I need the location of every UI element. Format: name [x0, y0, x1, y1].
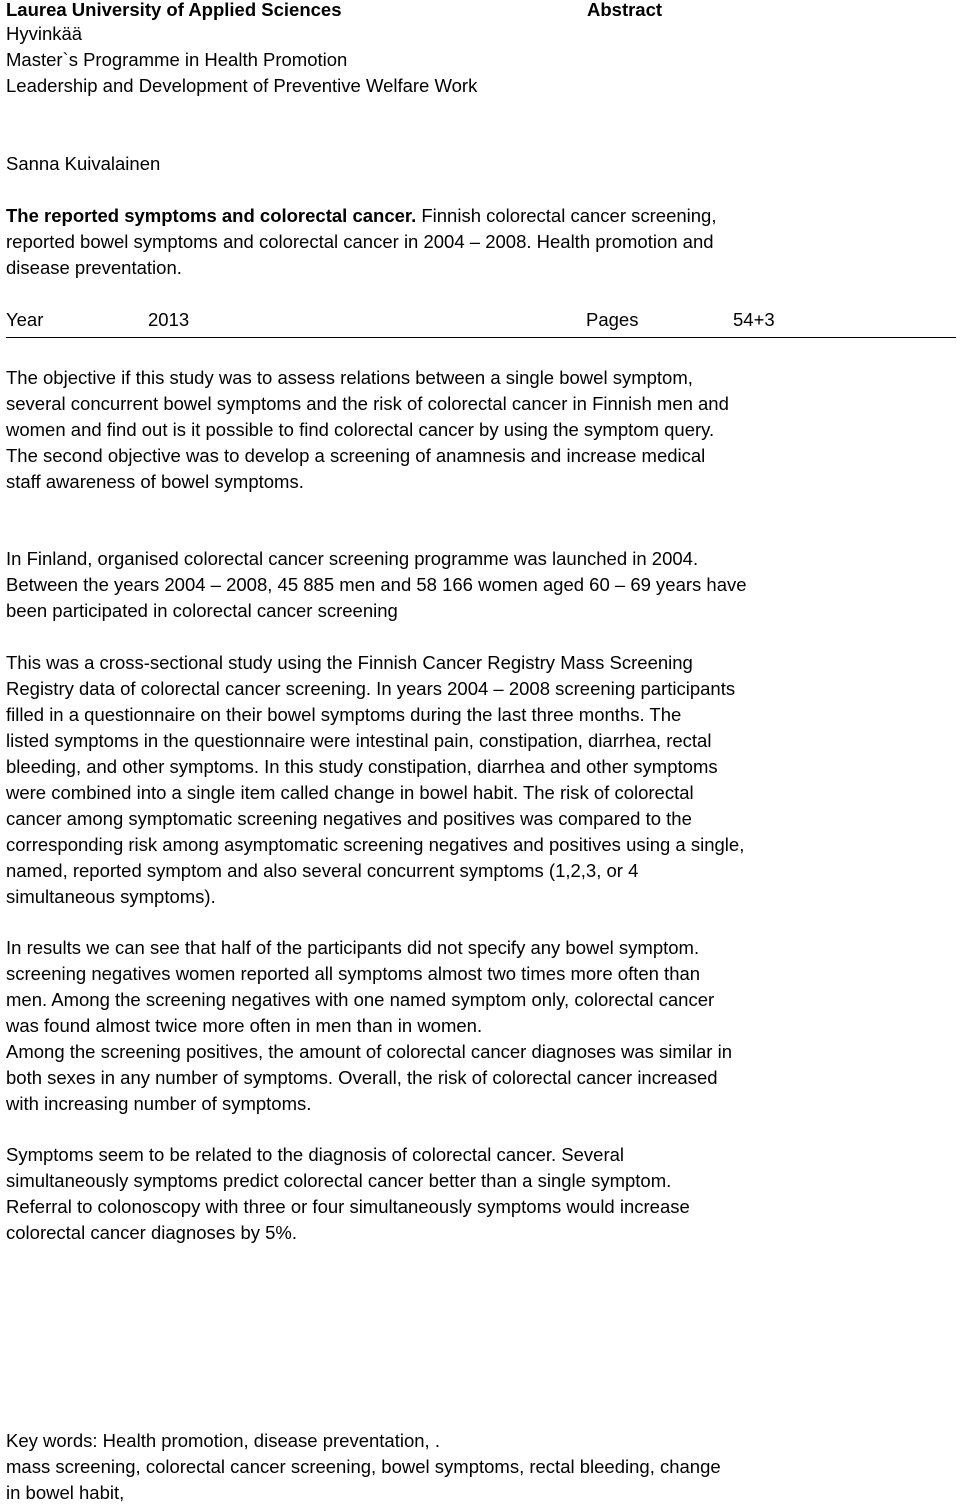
paragraph-line: The objective if this study was to assess relations between a single bowel symptom, [6, 367, 693, 388]
paragraph-line: Referral to colonoscopy with three or four simultaneously symptoms would increase [6, 1196, 690, 1217]
thesis-title [6, 203, 716, 281]
paragraph-line: In results we can see that half of the participants did not specify any bowel symptom. [6, 937, 700, 958]
paragraph-line: was found almost twice more often in men than in women. [6, 1015, 483, 1036]
paragraph-results [6, 935, 956, 1117]
meta-row [6, 307, 956, 338]
pages-label: Pages [586, 309, 639, 330]
paragraph-line: simultaneously symptoms predict colorectal cancer better than a single symptom. [6, 1170, 672, 1191]
paragraph-conclusion [6, 1142, 956, 1246]
paragraph-line: Among the screening positives, the amount of colorectal cancer diagnoses was similar in [6, 1041, 732, 1062]
paragraph-line: This was a cross-sectional study using the Finnish Cancer Registry Mass Screening [6, 652, 693, 673]
paragraph-line: several concurrent bowel symptoms and the risk of colorectal cancer in Finnish men and [6, 393, 729, 414]
title-line-1 [6, 203, 716, 229]
paragraph-background [6, 546, 956, 624]
paragraph-line: The second objective was to develop a screening of anamnesis and increase medical [6, 445, 706, 466]
paragraph-line: filled in a questionnaire on their bowel symptoms during the last three months. The [6, 704, 682, 725]
author-name: Sanna Kuivalainen [6, 153, 161, 174]
paragraph-line: colorectal cancer diagnoses by 5%. [6, 1222, 298, 1243]
keywords-line: Key words: Health promotion, disease preventation, . [6, 1430, 440, 1451]
paragraph-line: Between the years 2004 – 2008, 45 885 men and 58 166 women aged 60 – 69 years have [6, 574, 747, 595]
paragraph-line: Symptoms seem to be related to the diagnosis of colorectal cancer. Several [6, 1144, 625, 1165]
year-value: 2013 [148, 309, 190, 330]
paragraph-line: bleeding, and other symptoms. In this study constipation, diarrhea and other symptoms [6, 756, 718, 777]
specialisation: Leadership and Development of Preventive Welfare Work [6, 75, 478, 96]
keywords [6, 1428, 956, 1506]
paragraph-line: named, reported symptom and also several concurrent symptoms (1,2,3, or 4 [6, 860, 639, 881]
paragraph-line: with increasing number of symptoms. [6, 1093, 312, 1114]
programme: Master`s Programme in Health Promotion [6, 49, 348, 70]
paragraph-line: simultaneous symptoms). [6, 886, 216, 907]
paragraph-line: both sexes in any number of symptoms. Overall, the risk of colorectal cancer increased [6, 1067, 718, 1088]
title-rest: Finnish colorectal cancer screening, [416, 205, 717, 226]
paragraph-line: listed symptoms in the questionnaire were intestinal pain, constipation, diarrhea, rectal [6, 730, 712, 751]
paragraph-line: corresponding risk among asymptomatic screening negatives and positives using a single, [6, 834, 745, 855]
paragraph-objective [6, 365, 956, 495]
programme-info [6, 21, 477, 99]
campus: Hyvinkää [6, 23, 83, 44]
paragraph-line: staff awareness of bowel symptoms. [6, 471, 304, 492]
paragraph-line: been participated in colorectal cancer screening [6, 600, 398, 621]
title-line-3: disease preventation. [6, 257, 182, 278]
paragraph-line: screening negatives women reported all symptoms almost two times more often than [6, 963, 701, 984]
title-line-2: reported bowel symptoms and colorectal cancer in 2004 – 2008. Health promotion and [6, 231, 714, 252]
paragraph-line: Registry data of colorectal cancer screening. In years 2004 – 2008 screening participants [6, 678, 736, 699]
year-label: Year [6, 309, 44, 330]
institution-name: Laurea University of Applied Sciences [6, 0, 342, 20]
keywords-line: in bowel habit, [6, 1482, 125, 1503]
pages-value: 54+3 [733, 309, 775, 330]
paragraph-line: cancer among symptomatic screening negatives and positives was compared to the [6, 808, 692, 829]
paragraph-line: women and find out is it possible to find colorectal cancer by using the symptom query. [6, 419, 715, 440]
keywords-line: mass screening, colorectal cancer screening, bowel symptoms, rectal bleeding, change [6, 1456, 721, 1477]
abstract-label: Abstract [587, 0, 663, 20]
title-bold: The reported symptoms and colorectal cancer. [6, 205, 417, 226]
paragraph-line: In Finland, organised colorectal cancer screening programme was launched in 2004. [6, 548, 699, 569]
paragraph-line: were combined into a single item called change in bowel habit. The risk of colorectal [6, 782, 694, 803]
paragraph-methods [6, 650, 956, 910]
paragraph-line: men. Among the screening negatives with one named symptom only, colorectal cancer [6, 989, 715, 1010]
